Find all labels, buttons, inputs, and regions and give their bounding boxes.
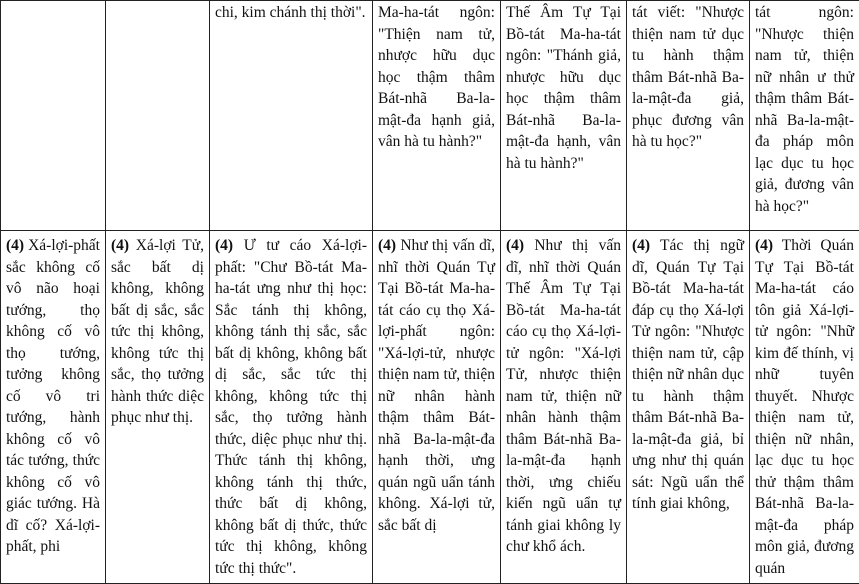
table-row — [1, 1, 859, 231]
table-cell — [501, 231, 627, 584]
section-number: (4) — [215, 237, 233, 254]
section-number: (4) — [632, 237, 650, 254]
table-cell: tát viết: "Nhược thiện nam tử dục tu hành thậm thâm Bát-nhã Ba-la-mật-đa giả, phục đương vân hà tu học?" — [627, 1, 750, 231]
table-cell: chi, kim chánh thị thời". — [210, 1, 373, 231]
cell-text: Như thị vấn dĩ, nhĩ thời Quán Thế Âm Tự Tại Bồ-tát Ma-ha-tát cáo cụ thọ Xá-lợi-tử ngôn: "Xá-lợi Tử, nhược thiện nam tử, thiện nữ nhân hành thậm thâm Bát-nhã Ba-la-mật-đa hạnh thời, ưng chiếu kiến ngũ uẩn tự tánh giai không ly chư khổ ách. — [506, 237, 621, 555]
table-cell: Thế Âm Tự Tại Bồ-tát Ma-ha-tát ngôn: "Thánh giả, nhược hữu dục học thậm thâm Bát-nhã Ba-la-mật-đa hạnh, vân hà tu hành?" — [501, 1, 627, 231]
table-cell — [750, 231, 859, 584]
section-number: (4) — [506, 237, 524, 254]
table-cell — [373, 231, 501, 584]
cell-text: Xá-lợi-phất sắc không cố vô não hoại tướng, thọ không cố vô thọ tướng, tưởng không cố vô tri tướng, hành không cố vô tác tướng, thức không cố vô giác tướng. Hà dĩ cố? Xá-lợi-phất, phi — [6, 237, 100, 555]
section-number: (4) — [755, 237, 773, 254]
table-cell — [1, 1, 106, 231]
table-cell: Ma-ha-tát ngôn: "Thiện nam tử, nhược hữu dục học thậm thâm Bát-nhã Ba-la-mật-đa hạnh giả, vân hà tu hành?" — [373, 1, 501, 231]
section-number: (4) — [378, 237, 396, 254]
table-cell — [627, 231, 750, 584]
cell-text: Xá-lợi Tử, sắc bất dị không, không bất dị sắc, sắc tức thị không, không tức thị sắc, thọ tưởng hành thức diệc phục như thị. — [111, 237, 204, 426]
table-row — [1, 231, 859, 584]
table-cell — [106, 1, 210, 231]
table-cell: tát ngôn: "Nhược thiện nam tử, thiện nữ nhân ư thử thậm thâm Bát-nhã Ba-la-mật-đa pháp môn lạc dục tu học giả, đương vân hà học?" — [750, 1, 859, 231]
section-number: (4) — [6, 237, 24, 254]
table-cell — [210, 231, 373, 584]
cell-text: Tác thị ngữ dĩ, Quán Tự Tại Bồ-tát Ma-ha-tát đáp cụ thọ Xá-lợi Tử ngôn: "Nhược thiện nam tử, cập thiện nữ nhân dục tu hành thậm thâm Bát-nhã Ba-la-mật-đa giả, bỉ ưng như thị quán sát: Ngũ uẩn thể tính giai không, — [632, 237, 744, 512]
table-cell — [1, 231, 106, 584]
cell-text: Thời Quán Tự Tại Bồ-tát Ma-ha-tát cáo tôn giả Xá-lợi-tử ngôn: "Nhữ kim đế thính, vị nhữ tuyên thuyết. Nhược thiện nam tử, thiện nữ nhân, lạc dục tu học thử thậm thâm Bát-nhã Ba-la-mật-đa pháp môn giả, đương quán — [755, 237, 854, 577]
cell-text: Ư tư cáo Xá-lợi-phất: "Chư Bồ-tát Ma-ha-tát ưng như thị học: Sắc tánh thị không, không tánh thị sắc, sắc bất dị không, không bất dị sắc, sắc tức thị không, không tức thị sắc, thọ tưởng hành thức, diệc phục như thị. Thức tánh thị không, không tánh thị thức, thức bất dị không, không bất dị thức, thức tức thị không, không tức thị thức". — [215, 237, 367, 577]
table-cell — [106, 231, 210, 584]
cell-text: Như thị vấn dĩ, nhĩ thời Quán Tự Tại Bồ-tát Ma-ha-tát cáo cụ thọ Xá-lợi-phất ngôn: "Xá-lợi-tử, nhược thiện nam tử, thiện nữ nhân hành thậm thâm Bát-nhã Ba-la-mật-đa hạnh thời, ưng quán ngũ uẩn tánh không. Xá-lợi tử, sắc bất dị — [378, 237, 495, 534]
section-number: (4) — [111, 237, 129, 254]
